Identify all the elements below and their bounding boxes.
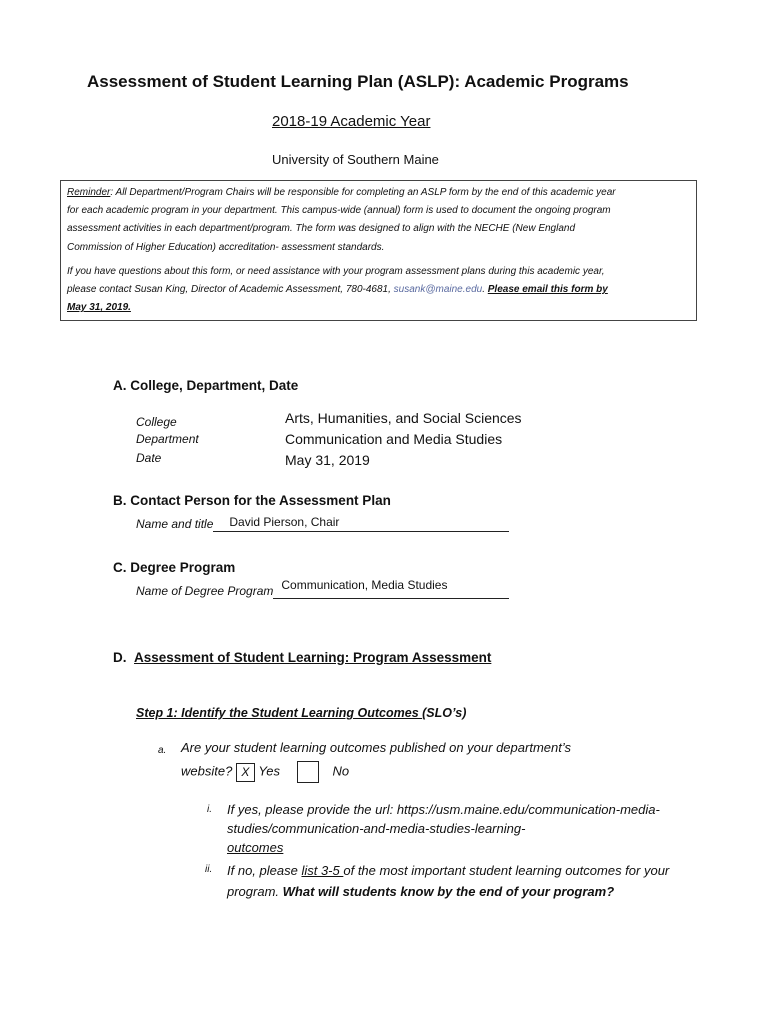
sub-ii-emphasis: list 3-5 [301, 863, 344, 878]
yes-checkbox[interactable]: X [236, 763, 255, 782]
reminder-box [60, 180, 697, 321]
name-title-value: David Pierson, Chair [229, 515, 340, 529]
question-a-line-2 [181, 761, 349, 783]
name-title-row [136, 517, 509, 532]
sub-i-marker: i. [207, 804, 212, 815]
section-d-prefix: D. [113, 650, 127, 665]
degree-program-label: Name of Degree Program [136, 584, 274, 598]
sub-i-line-3[interactable]: outcomes [227, 840, 284, 855]
website-label: website? [181, 763, 233, 779]
sub-ii-marker: ii. [205, 864, 213, 875]
step-1-title: Step 1: Identify the Student Learning Outcomes [136, 706, 423, 720]
name-title-label: Name and title [136, 517, 214, 531]
sub-i-text [227, 800, 660, 857]
college-label: College [136, 415, 177, 429]
reminder-paragraph-2 [67, 263, 690, 318]
deadline-text-1: Please email this form by [487, 284, 608, 296]
section-a-heading: A. College, Department, Date [113, 378, 299, 393]
sub-ii-line-1a: If no, please [227, 863, 302, 878]
reminder-line-4: Commission of Higher Education) accreditation- assessment standards. [67, 241, 385, 253]
reminder-paragraph-1 [67, 184, 690, 257]
academic-year: 2018-19 Academic Year [272, 113, 431, 130]
degree-program-field[interactable] [273, 578, 509, 599]
sub-ii-line-2a: program. [227, 884, 283, 899]
step-1-heading [136, 706, 466, 720]
name-title-field[interactable] [213, 517, 509, 532]
question-a-line-1: Are your student learning outcomes published on your department’s [181, 740, 571, 755]
question-a-marker: a. [158, 745, 167, 756]
section-d-title: Assessment of Student Learning: Program Assessment [134, 650, 492, 665]
department-value: Communication and Media Studies [285, 431, 503, 447]
page-title: Assessment of Student Learning Plan (ASLP): Academic Programs [87, 72, 629, 91]
university-name: University of Southern Maine [272, 152, 439, 167]
department-label: Department [136, 432, 199, 446]
no-label: No [332, 763, 350, 779]
date-label: Date [136, 451, 162, 465]
section-d-heading [113, 650, 491, 665]
sub-ii-line-1b: of the most important student learning outcomes for your [343, 863, 670, 878]
reminder-line-3: assessment activities in each department/program. The form was designed to align with the NECHE (New England [67, 223, 576, 235]
degree-program-value: Communication, Media Studies [281, 578, 448, 592]
sub-ii-question: What will students know by the end of your program? [282, 884, 615, 899]
no-checkbox[interactable] [297, 761, 319, 783]
reminder-line-1: : All Department/Program Chairs will be responsible for completing an ASLP form by the end of this academic year [110, 187, 616, 198]
deadline-text-2: May 31, 2019. [67, 302, 131, 314]
reminder-label: Reminder [67, 187, 111, 198]
sub-i-line-2[interactable]: studies/communication-and-media-studies-learning- [227, 821, 526, 836]
college-value: Arts, Humanities, and Social Sciences [285, 410, 522, 426]
sub-ii-text [227, 860, 669, 902]
contact-email-link[interactable]: susank@maine.edu [393, 284, 483, 296]
reminder-line-2: for each academic program in your department. This campus-wide (annual) form is used to document the ongoing program [67, 205, 611, 217]
step-1-suffix: (SLO’s) [422, 706, 467, 720]
date-value: May 31, 2019 [285, 452, 370, 468]
section-b-heading: B. Contact Person for the Assessment Plan [113, 493, 391, 508]
contact-line-2: please contact Susan King, Director of Academic Assessment, 780-4681, [67, 284, 394, 296]
yes-label: Yes [258, 763, 281, 779]
degree-program-row [136, 578, 509, 599]
contact-punct: . [482, 284, 488, 296]
contact-line-1: If you have questions about this form, or need assistance with your program assessment plans during this academic year, [67, 265, 605, 277]
section-c-heading: C. Degree Program [113, 560, 236, 575]
sub-i-line-1: If yes, please provide the url: https://usm.maine.edu/communication-media- [227, 802, 660, 817]
